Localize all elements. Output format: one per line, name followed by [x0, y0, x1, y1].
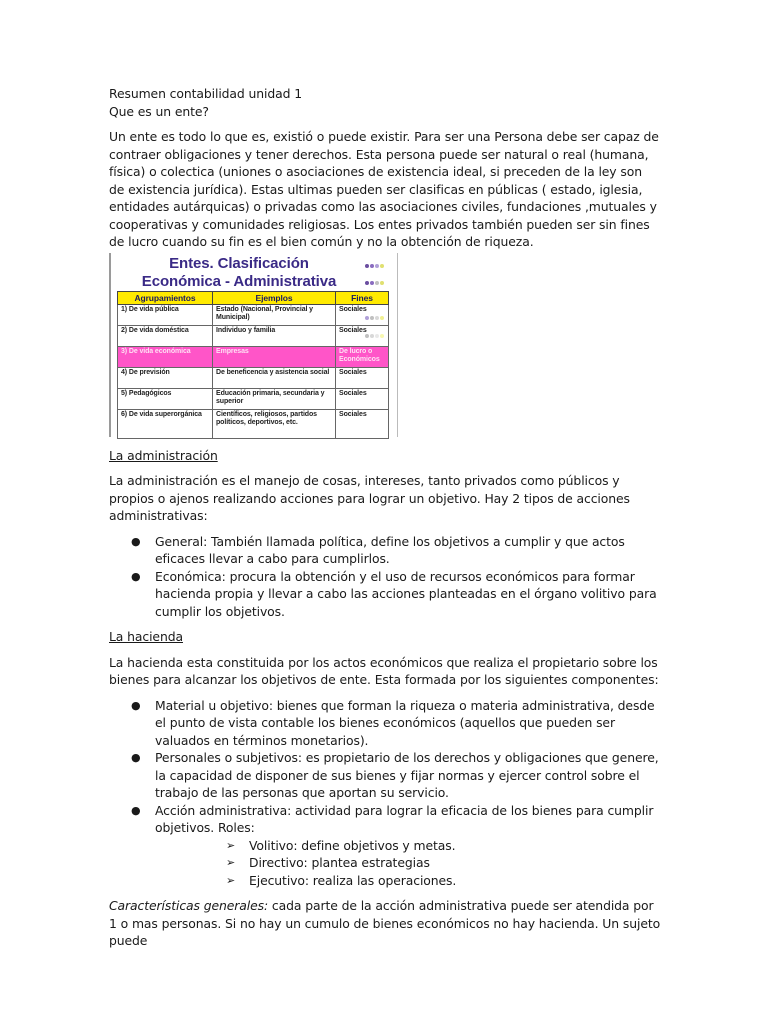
section-heading-administracion: La administración: [109, 447, 218, 463]
hacienda-bullet-list: [109, 697, 661, 837]
intro-paragraph: Un ente es todo lo que es, existió o puede existir. Para ser una Persona debe ser capaz de contraer obligaciones y tener derechos. Esta persona puede ser natural o real (humana, física) o colectica (uniones o asociaciones de existencia ideal, si preceden de la ley son de existencia jurídica). Estas ultimas pueden ser clasificas en públicas ( estado, iglesia, entidades autárquicas) o privadas como las asociaciones civiles, fundaciones ,mutuales y cooperativas y comunidades religiosas. Los entes privados también pueden ser sin fines de lucro cuando su fin es el bien común y no la obtención de riqueza.: [109, 129, 659, 249]
arrow-bullet-icon: ➢: [226, 873, 236, 887]
arrow-bullet-icon: ➢: [226, 856, 236, 869]
bullet-icon: ●: [131, 534, 141, 548]
admin-bullet-list: [109, 533, 661, 621]
classification-table: [117, 291, 389, 439]
list-item: ➢ Volitivo: define objetivos y metas.: [226, 837, 456, 853]
section-heading-hacienda: La hacienda: [109, 629, 183, 644]
table-row-highlighted: 3) De vida económica Empresas De lucro o Económicos: [118, 346, 389, 367]
table-row: 4) De previsión De beneficencia y asistencia social Sociales: [118, 367, 389, 388]
admin-paragraph: La administración es el manejo de cosas, intereses, tanto privados como públicos y propios o ajenos realizando acciones para lograr un objetivo. Hay 2 tipos de acciones administrativas:: [109, 473, 630, 523]
bullet-icon: ●: [131, 803, 141, 817]
question-heading: Que es un ente?: [109, 103, 209, 119]
col-header-agrupamientos: Agrupamientos: [118, 291, 213, 304]
bullet-icon: ●: [131, 751, 141, 764]
figure-title: Entes. Clasificación Económica - Administrativa: [141, 254, 337, 290]
list-item: ● General: También llamada política, define los objetivos a cumplir y que actos eficaces llevar a cabo para cumplirlos.: [131, 533, 625, 566]
list-item: ● Material u objetivo: bienes que forman la riqueza o materia administrativa, desde el punto de vista contable los bienes económicos (aquellos que pueden ser valuados en términos monetarios).: [131, 697, 655, 748]
table-row: 2) De vida doméstica Individuo y familia Sociales: [118, 325, 389, 346]
table-row: 1) De vida pública Estado (Nacional, Provincial y Municipal) Sociales: [118, 304, 389, 325]
hacienda-paragraph: La hacienda esta constituida por los actos económicos que realiza el propietario sobre los bienes para alcanzar los objetivos de ente. Esta formada por los siguientes componentes:: [109, 654, 659, 687]
bullet-icon: ●: [131, 698, 141, 712]
arrow-bullet-icon: ➢: [226, 838, 236, 852]
caracteristicas-paragraph: [109, 897, 661, 950]
list-item: ➢ Ejecutivo: realiza las operaciones.: [226, 872, 457, 888]
entes-classification-figure: [109, 253, 398, 437]
document-title: Resumen contabilidad unidad 1: [109, 86, 303, 101]
roles-list: [109, 837, 661, 890]
list-item: ● Acción administrativa: actividad para lograr la eficacia de los bienes para cumplir objetivos. Roles:: [131, 802, 654, 835]
caracteristicas-label: Características generales:: [109, 898, 269, 913]
col-header-ejemplos: Ejemplos: [213, 291, 336, 304]
bullet-icon: ●: [131, 569, 141, 583]
list-item: ● Económica: procura la obtención y el uso de recursos económicos para formar hacienda propia y llevar a cabo las acciones planteadas en el órgano volitivo para cumplir los objetivos.: [131, 568, 657, 619]
caracteristicas-text: cada parte de la acción administrativa puede ser atendida por 1 o mas personas. Si no hay un cumulo de bienes económicos no hay hacienda. Un sujeto puede: [109, 898, 661, 948]
document-body: [109, 85, 661, 950]
table-row: 5) Pedagógicos Educación primaria, secundaria y superior Sociales: [118, 388, 389, 409]
list-item: ● Personales o subjetivos: es propietario de los derechos y obligaciones que genere, la capacidad de disponer de sus bienes y fijar normas y ejercer control sobre el trabajo de las personas que aportan su servicio.: [131, 750, 659, 800]
col-header-fines: Fines: [336, 291, 389, 304]
list-item: ➢ Directivo: plantea estrategias: [226, 855, 430, 870]
table-row: 6) De vida superorgánica Científicos, religiosos, partidos políticos, deportivos, etc. Sociales: [118, 409, 389, 438]
